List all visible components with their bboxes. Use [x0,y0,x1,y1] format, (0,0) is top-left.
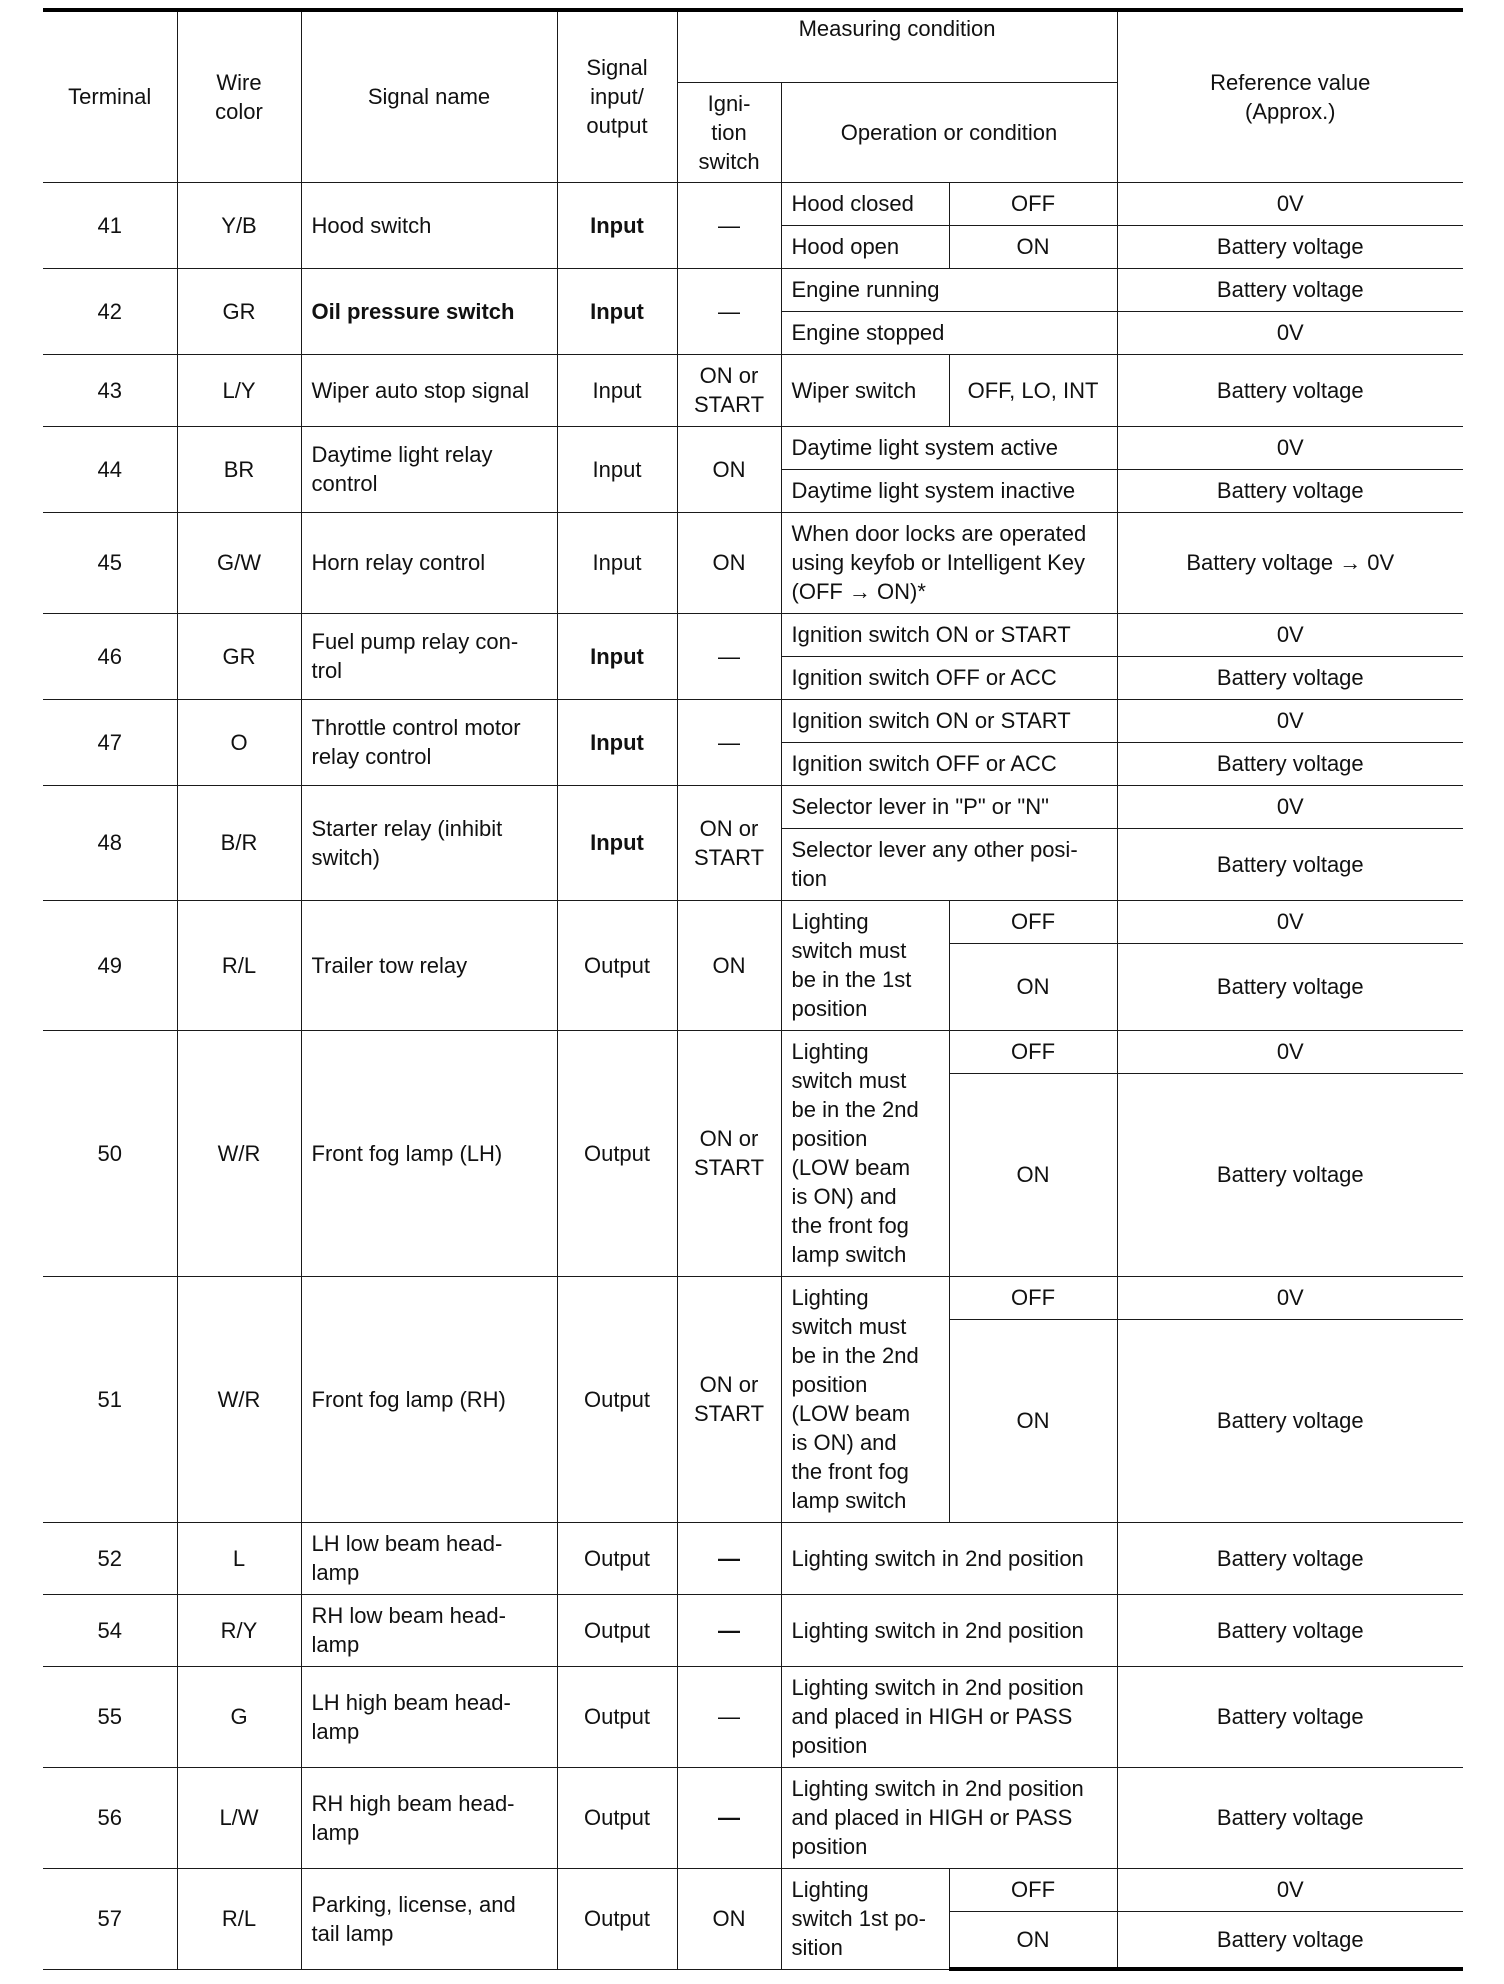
terminal-cell: 48 [43,785,177,900]
signal-io-cell: Input [557,426,677,512]
wire-color-cell: R/L [177,900,301,1030]
signal-io-cell: Output [557,1276,677,1522]
terminal-reference-document [43,8,1463,1978]
condition-cell: Lighting switch 1st po- sition [781,1868,949,1969]
terminal-cell: 47 [43,699,177,785]
signal-io-cell: Input [557,182,677,268]
condition-cell: Lighting switch in 2nd position and placed in HIGH or PASS position [781,1666,1117,1767]
reference-cell: Battery voltage [1117,225,1463,268]
wire-color-cell: GR [177,613,301,699]
wire-color-cell: Y/B [177,182,301,268]
condition-cell: Daytime light system active [781,426,1117,469]
wire-color-cell: GR [177,268,301,354]
header-terminal: Terminal [43,10,177,182]
condition-cell: Daytime light system inactive [781,469,1117,512]
ignition-cell: ON or START [677,785,781,900]
reference-cell: 0V [1117,900,1463,943]
wire-color-cell: R/L [177,1868,301,1969]
signal-io-cell: Input [557,613,677,699]
ignition-cell: — [677,268,781,354]
ignition-cell: ON or START [677,1030,781,1276]
table-row [43,1030,1463,1073]
signal-name-cell: Hood switch [301,182,557,268]
ignition-cell: — [677,699,781,785]
reference-cell: Battery voltage [1117,268,1463,311]
ignition-cell: — [677,182,781,268]
terminal-cell: 44 [43,426,177,512]
reference-cell: Battery voltage [1117,1319,1463,1522]
terminal-cell: 42 [43,268,177,354]
state-cell: OFF, LO, INT [949,354,1117,426]
state-cell: OFF [949,1030,1117,1073]
signal-name-cell: Fuel pump relay con- trol [301,613,557,699]
condition-cell: Lighting switch in 2nd position [781,1522,1117,1594]
reference-cell: Battery voltage [1117,828,1463,900]
reference-cell: Battery voltage [1117,1666,1463,1767]
state-cell: OFF [949,900,1117,943]
ignition-cell: — [677,1522,781,1594]
wire-color-cell: L [177,1522,301,1594]
signal-name-cell: LH high beam head- lamp [301,1666,557,1767]
wire-color-cell: L/W [177,1767,301,1868]
condition-cell: When door locks are operated using keyfob or Intelligent Key (OFF → ON)* [781,512,1117,613]
signal-name-cell: Front fog lamp (RH) [301,1276,557,1522]
state-cell: OFF [949,182,1117,225]
condition-cell: Engine running [781,268,1117,311]
terminal-cell: 57 [43,1868,177,1969]
condition-cell: Selector lever in "P" or "N" [781,785,1117,828]
terminal-cell: 50 [43,1030,177,1276]
ignition-cell: — [677,1666,781,1767]
condition-cell: Lighting switch must be in the 1st position [781,900,949,1030]
signal-io-cell: Output [557,1666,677,1767]
wire-color-cell: L/Y [177,354,301,426]
table-row [43,354,1463,426]
state-cell: ON [949,1073,1117,1276]
reference-cell: 0V [1117,613,1463,656]
condition-cell: Ignition switch ON or START [781,699,1117,742]
table-row [43,268,1463,311]
condition-cell: Selector lever any other posi- tion [781,828,1117,900]
condition-cell: Ignition switch OFF or ACC [781,656,1117,699]
condition-cell: Ignition switch ON or START [781,613,1117,656]
table-row [43,1868,1463,1911]
state-cell: ON [949,1911,1117,1969]
condition-cell: Lighting switch must be in the 2nd position (LOW beam is ON) and the front fog lamp switch [781,1276,949,1522]
header-measuring-condition: Measuring condition [677,10,1117,82]
reference-cell: Battery voltage [1117,1767,1463,1868]
reference-cell: Battery voltage [1117,656,1463,699]
reference-cell: 0V [1117,1868,1463,1911]
ignition-cell: ON or START [677,354,781,426]
table-row [43,1767,1463,1868]
ignition-cell: ON [677,512,781,613]
signal-name-cell: Front fog lamp (LH) [301,1030,557,1276]
table-row [43,699,1463,742]
reference-cell: 0V [1117,699,1463,742]
condition-cell: Hood closed [781,182,949,225]
reference-cell: 0V [1117,1030,1463,1073]
condition-cell: Hood open [781,225,949,268]
ignition-cell: ON [677,900,781,1030]
wire-color-cell: R/Y [177,1594,301,1666]
signal-io-cell: Input [557,354,677,426]
signal-io-cell: Input [557,699,677,785]
signal-name-cell: Oil pressure switch [301,268,557,354]
reference-cell: Battery voltage → 0V [1117,512,1463,613]
wire-color-cell: BR [177,426,301,512]
terminal-cell: 56 [43,1767,177,1868]
ignition-cell: — [677,613,781,699]
ignition-cell: ON [677,1868,781,1969]
table-row [43,182,1463,225]
reference-cell: Battery voltage [1117,469,1463,512]
reference-cell: 0V [1117,785,1463,828]
signal-name-cell: RH high beam head- lamp [301,1767,557,1868]
wire-color-cell: W/R [177,1030,301,1276]
terminal-cell: 55 [43,1666,177,1767]
signal-io-cell: Input [557,268,677,354]
header-reference-value: Reference value (Approx.) [1117,10,1463,182]
reference-cell: 0V [1117,426,1463,469]
state-cell: ON [949,1319,1117,1522]
signal-name-cell: LH low beam head- lamp [301,1522,557,1594]
signal-io-cell: Output [557,1594,677,1666]
terminal-reference-table [43,8,1463,1971]
ignition-cell: — [677,1767,781,1868]
terminal-cell: 45 [43,512,177,613]
table-row [43,900,1463,943]
signal-name-cell: Horn relay control [301,512,557,613]
table-row [43,1666,1463,1767]
terminal-cell: 54 [43,1594,177,1666]
wire-color-cell: O [177,699,301,785]
signal-name-cell: Trailer tow relay [301,900,557,1030]
terminal-cell: 52 [43,1522,177,1594]
signal-io-cell: Output [557,1767,677,1868]
reference-cell: Battery voltage [1117,354,1463,426]
signal-io-cell: Output [557,1030,677,1276]
signal-io-cell: Output [557,1868,677,1969]
signal-name-cell: Throttle control motor relay control [301,699,557,785]
reference-cell: 0V [1117,1276,1463,1319]
condition-cell: Ignition switch OFF or ACC [781,742,1117,785]
terminal-cell: 43 [43,354,177,426]
condition-cell: Wiper switch [781,354,949,426]
state-cell: OFF [949,1868,1117,1911]
signal-name-cell: Parking, license, and tail lamp [301,1868,557,1969]
state-cell: ON [949,943,1117,1030]
header-signal-io: Signal input/ output [557,10,677,182]
reference-cell: Battery voltage [1117,943,1463,1030]
header-wire-color: Wire color [177,10,301,182]
table-row [43,613,1463,656]
ignition-cell: ON [677,426,781,512]
table-row [43,785,1463,828]
condition-cell: Engine stopped [781,311,1117,354]
reference-cell: Battery voltage [1117,1522,1463,1594]
signal-io-cell: Output [557,900,677,1030]
table-row [43,426,1463,469]
state-cell: OFF [949,1276,1117,1319]
terminal-cell: 51 [43,1276,177,1522]
header-ignition-switch: Igni- tion switch [677,82,781,182]
signal-name-cell: Starter relay (inhibit switch) [301,785,557,900]
table-row [43,1594,1463,1666]
reference-cell: Battery voltage [1117,1594,1463,1666]
signal-name-cell: Wiper auto stop signal [301,354,557,426]
wire-color-cell: G [177,1666,301,1767]
condition-cell: Lighting switch must be in the 2nd position (LOW beam is ON) and the front fog lamp switch [781,1030,949,1276]
signal-name-cell: RH low beam head- lamp [301,1594,557,1666]
header-operation-condition: Operation or condition [781,82,1117,182]
table-row [43,1522,1463,1594]
terminal-cell: 46 [43,613,177,699]
condition-cell: Lighting switch in 2nd position [781,1594,1117,1666]
signal-io-cell: Input [557,785,677,900]
reference-cell: Battery voltage [1117,742,1463,785]
wire-color-cell: B/R [177,785,301,900]
reference-cell: Battery voltage [1117,1911,1463,1969]
reference-cell: 0V [1117,182,1463,225]
table-row [43,1276,1463,1319]
signal-io-cell: Output [557,1522,677,1594]
reference-cell: 0V [1117,311,1463,354]
condition-cell: Lighting switch in 2nd position and placed in HIGH or PASS position [781,1767,1117,1868]
signal-name-cell: Daytime light relay control [301,426,557,512]
reference-cell: Battery voltage [1117,1073,1463,1276]
terminal-cell: 41 [43,182,177,268]
state-cell: ON [949,225,1117,268]
wire-color-cell: W/R [177,1276,301,1522]
signal-io-cell: Input [557,512,677,613]
ignition-cell: ON or START [677,1276,781,1522]
header-signal-name: Signal name [301,10,557,182]
ignition-cell: — [677,1594,781,1666]
table-header [43,10,1463,182]
terminal-cell: 49 [43,900,177,1030]
table-row [43,512,1463,613]
wire-color-cell: G/W [177,512,301,613]
